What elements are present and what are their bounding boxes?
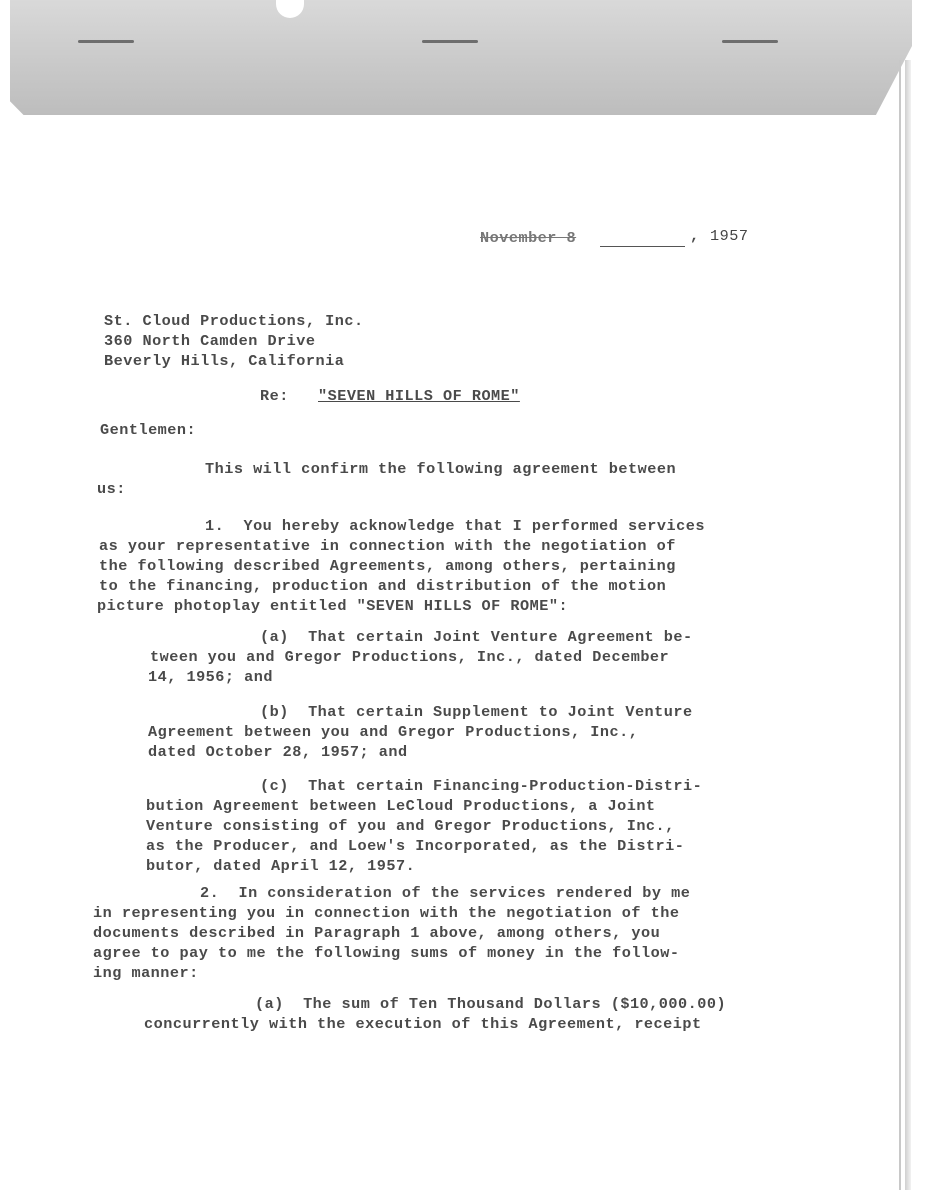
paragraph-1-line: the following described Agreements, among others, pertaining (99, 557, 676, 575)
item-c-line: Venture consisting of you and Gregor Productions, Inc., (146, 817, 675, 835)
addressee-line: St. Cloud Productions, Inc. (104, 312, 364, 330)
binder-strip (10, 0, 912, 115)
paragraph-1-line: picture photoplay entitled "SEVEN HILLS OF ROME": (97, 597, 569, 615)
staple-mark (78, 40, 134, 43)
staple-mark (722, 40, 778, 43)
item-b-line: dated October 28, 1957; and (148, 743, 408, 761)
paragraph-1-line: to the financing, production and distribution of the motion (99, 577, 667, 595)
intro-line: us: (97, 480, 126, 498)
item-a-line: 14, 1956; and (148, 668, 273, 686)
item-2a-line: (a) The sum of Ten Thousand Dollars ($10,000.00) (255, 995, 727, 1013)
item-b-line: Agreement between you and Gregor Productions, Inc., (148, 723, 639, 741)
addressee-line: Beverly Hills, California (104, 352, 345, 370)
date-blank-line (600, 246, 685, 247)
date-struck-text: November 8 (480, 229, 577, 247)
item-a-line: (a) That certain Joint Venture Agreement be- (260, 628, 693, 646)
item-c-line: as the Producer, and Loew's Incorporated, as the Distri- (146, 837, 685, 855)
paragraph-2-line: in representing you in connection with the negotiation of the (93, 904, 680, 922)
staple-mark (422, 40, 478, 43)
paragraph-2-line: documents described in Paragraph 1 above, among others, you (93, 924, 661, 942)
addressee-line: 360 North Camden Drive (104, 332, 316, 350)
date-year: 1957 (710, 227, 749, 245)
item-c-line: bution Agreement between LeCloud Productions, a Joint (146, 797, 656, 815)
paragraph-2-line: ing manner: (93, 964, 199, 982)
page-edge-line (899, 60, 901, 1190)
paragraph-2-line: agree to pay to me the following sums of money in the follow- (93, 944, 680, 962)
item-2a-line: concurrently with the execution of this Agreement, receipt (144, 1015, 702, 1033)
paragraph-2-line: 2. In consideration of the services rendered by me (200, 884, 691, 902)
item-c-line: (c) That certain Financing-Production-Distri- (260, 777, 703, 795)
salutation: Gentlemen: (100, 421, 197, 439)
paragraph-1-line: 1. You hereby acknowledge that I performed services (205, 517, 705, 535)
paragraph-1-line: as your representative in connection with the negotiation of (99, 537, 676, 555)
item-c-line: butor, dated April 12, 1957. (146, 857, 416, 875)
intro-line: This will confirm the following agreement between (205, 460, 677, 478)
item-b-line: (b) That certain Supplement to Joint Venture (260, 703, 693, 721)
date-comma: , (690, 227, 700, 245)
page-edge (905, 60, 911, 1190)
re-label: Re: (260, 387, 289, 405)
item-a-line: tween you and Gregor Productions, Inc., dated December (150, 648, 670, 666)
re-title: "SEVEN HILLS OF ROME" (318, 387, 520, 405)
